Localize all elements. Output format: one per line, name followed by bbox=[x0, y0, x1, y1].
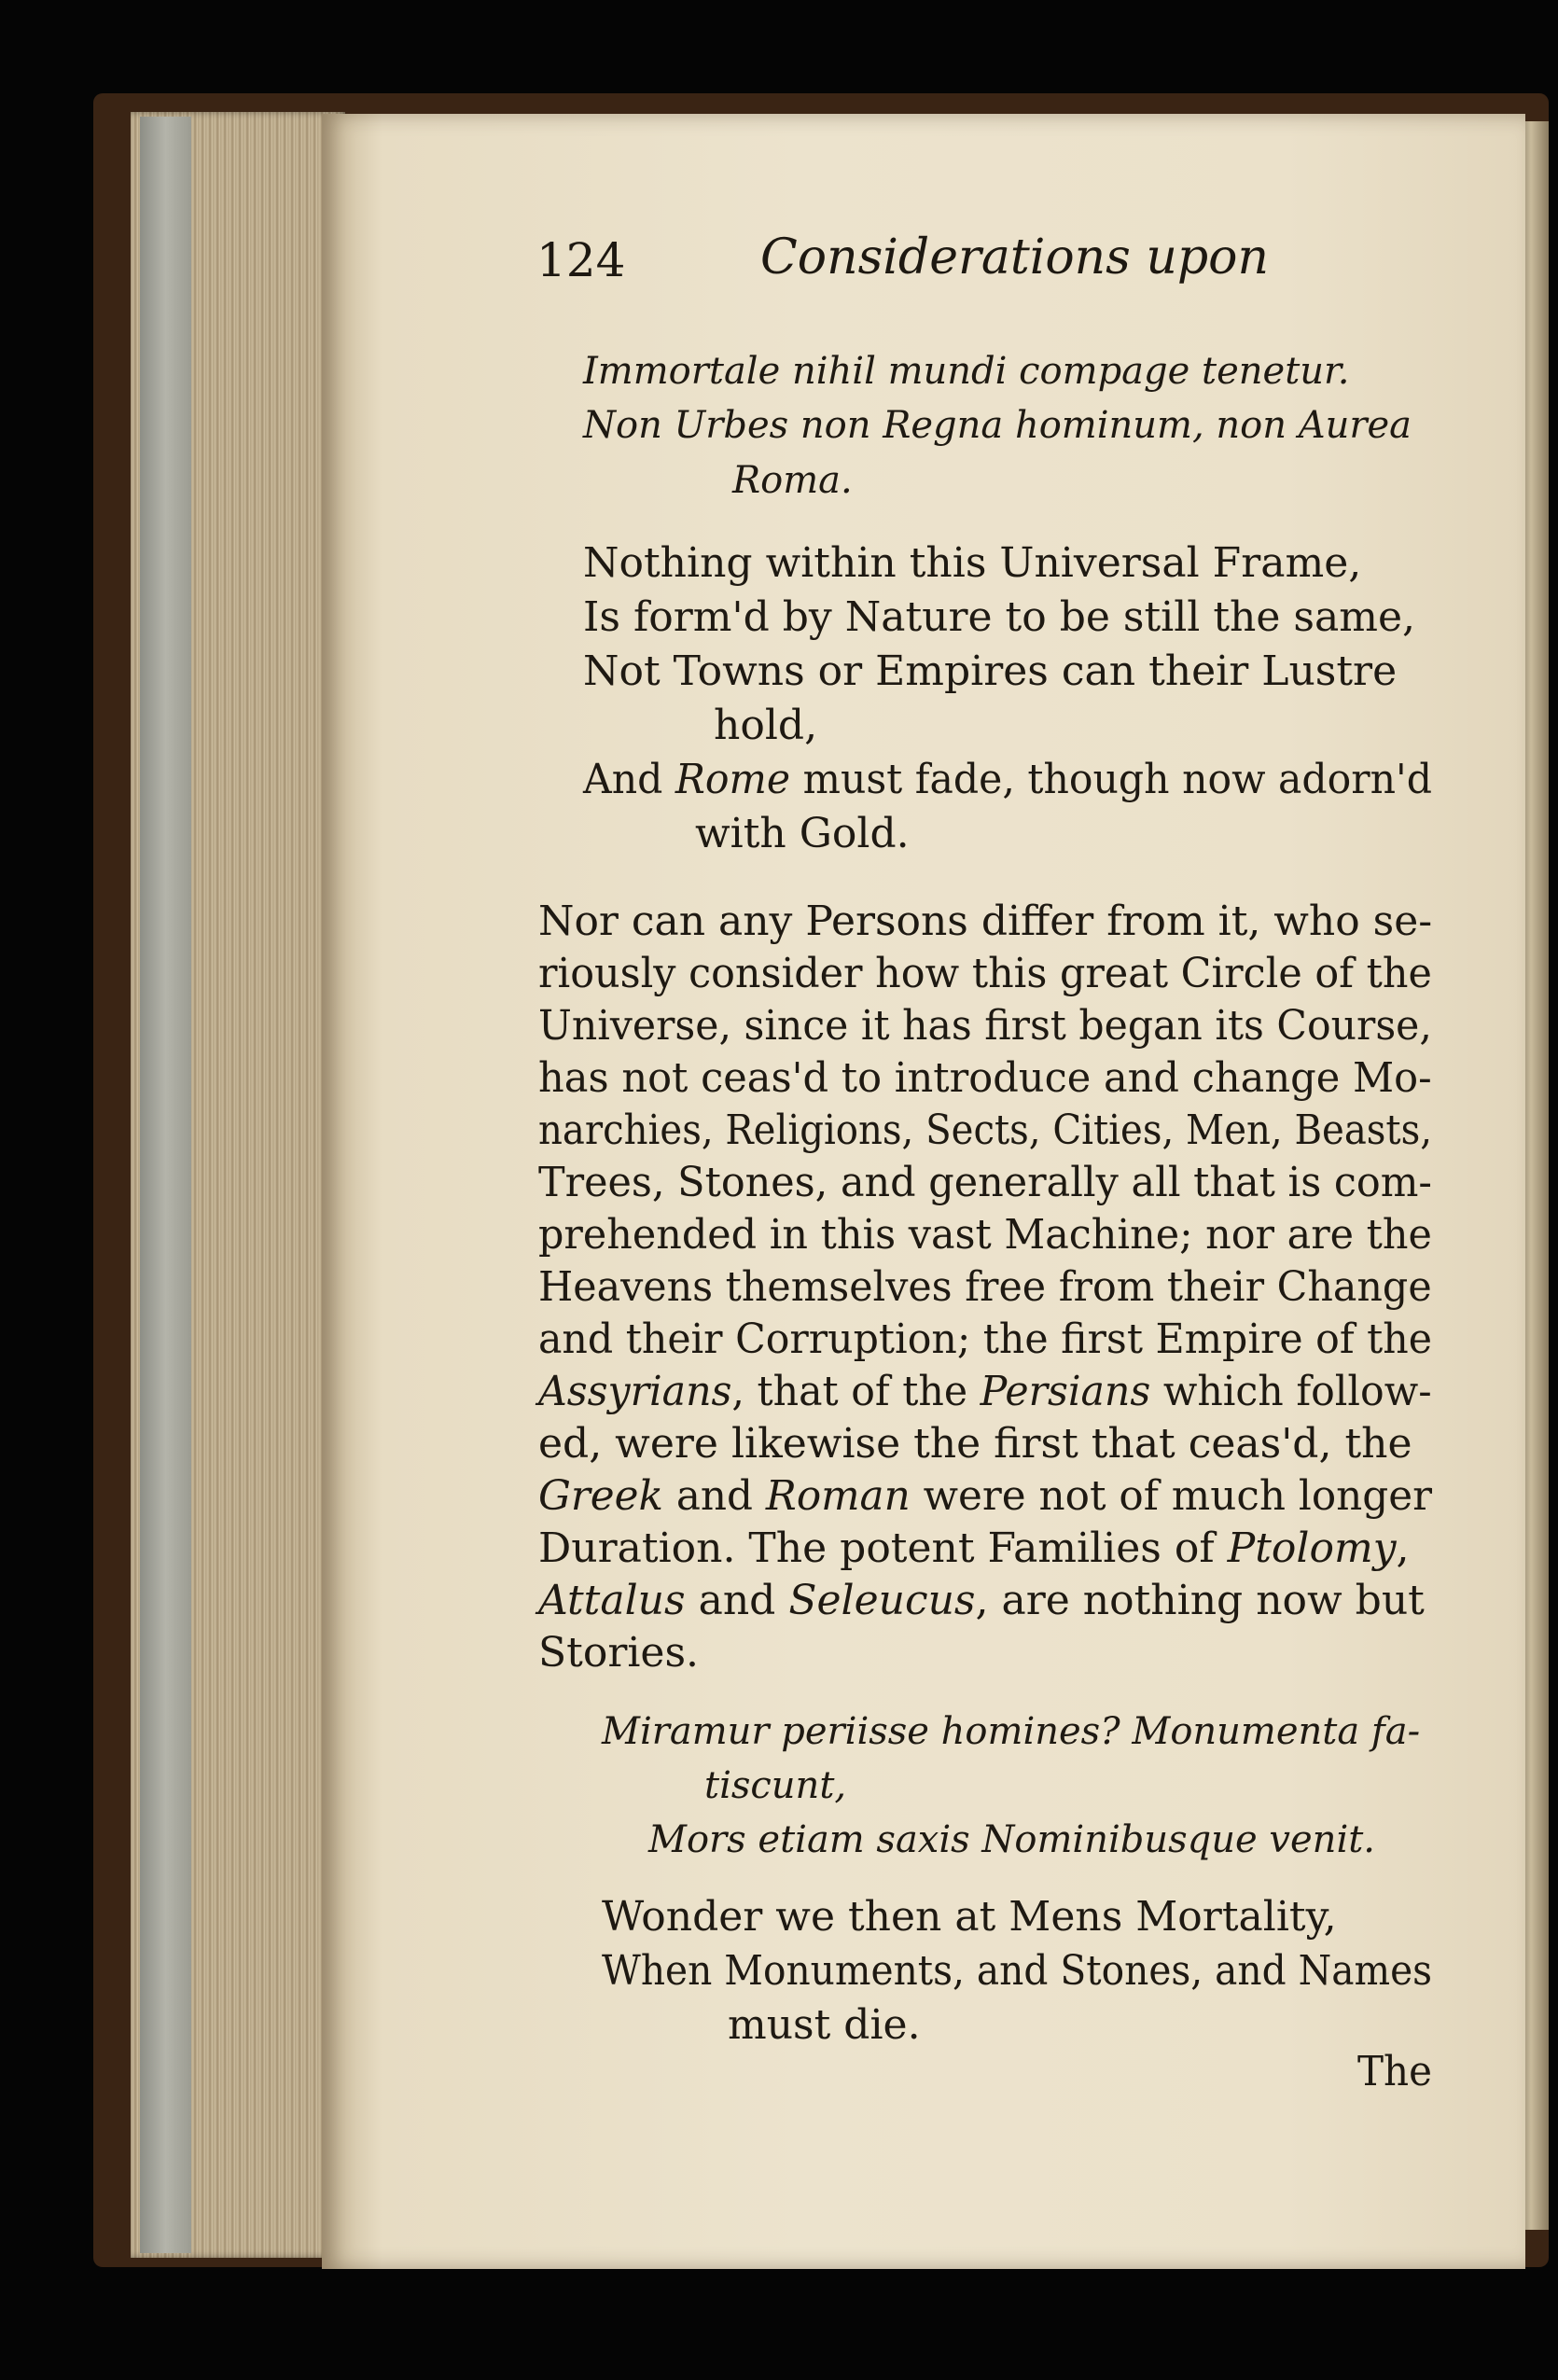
cover-board-edge bbox=[140, 117, 191, 2253]
verse-line: And Rome must fade, though now adorn'd bbox=[583, 756, 1432, 803]
running-head bbox=[536, 222, 1269, 287]
verse-line: Immortale nihil mundi compage tenetur. bbox=[583, 350, 1350, 393]
verse-line: Mors etiam saxis Nominibusque venit. bbox=[648, 1818, 1376, 1861]
prose-line: Nor can any Persons differ from it, who se- bbox=[538, 898, 1433, 945]
prose-line: Heavens themselves free from their Change bbox=[538, 1263, 1432, 1311]
verse-line: hold, bbox=[714, 702, 818, 749]
verse-line: Nothing within this Universal Frame, bbox=[583, 539, 1362, 587]
prose-line: and their Corruption; the first Empire of the bbox=[538, 1315, 1432, 1363]
prose-line: Attalus and Seleucus, are nothing now but bbox=[538, 1577, 1425, 1624]
prose-line: Universe, since it has first began its Course, bbox=[538, 1002, 1432, 1050]
prose-line: narchies, Religions, Sects, Cities, Men, Beasts, bbox=[538, 1106, 1433, 1154]
page-number: 124 bbox=[536, 233, 626, 287]
verse-line: Wonder we then at Mens Mortality, bbox=[602, 1893, 1337, 1941]
prose-line: riously consider how this great Circle of the bbox=[538, 950, 1432, 997]
verse-line: Miramur periisse homines? Monumenta fa- bbox=[602, 1710, 1421, 1753]
verse-line: must die. bbox=[728, 2001, 921, 2049]
verse-line: Roma. bbox=[732, 459, 853, 502]
running-title: Considerations upon bbox=[760, 230, 1269, 285]
prose-line: Greek and Roman were not of much longer bbox=[538, 1472, 1432, 1520]
verse-line: Non Urbes non Regna hominum, non Aurea bbox=[583, 404, 1412, 447]
catchword: The bbox=[1357, 2048, 1432, 2095]
verse-line: with Gold. bbox=[695, 810, 910, 857]
verse-line: Is form'd by Nature to be still the same, bbox=[583, 593, 1415, 641]
prose-line: has not ceas'd to introduce and change Mo- bbox=[538, 1054, 1432, 1102]
prose-line: Duration. The potent Families of Ptolomy, bbox=[538, 1524, 1410, 1572]
prose-line: Assyrians, that of the Persians which follow- bbox=[538, 1368, 1432, 1415]
verse-line: When Monuments, and Stones, and Names bbox=[602, 1947, 1433, 1995]
verse-line: Not Towns or Empires can their Lustre bbox=[583, 647, 1398, 695]
prose-line: Trees, Stones, and generally all that is com- bbox=[538, 1159, 1432, 1206]
prose-line: prehended in this vast Machine; nor are the bbox=[538, 1211, 1432, 1259]
prose-line: ed, were likewise the first that ceas'd, the bbox=[538, 1420, 1412, 1468]
verse-line: tiscunt, bbox=[704, 1764, 847, 1807]
prose-line: Stories. bbox=[538, 1629, 700, 1677]
